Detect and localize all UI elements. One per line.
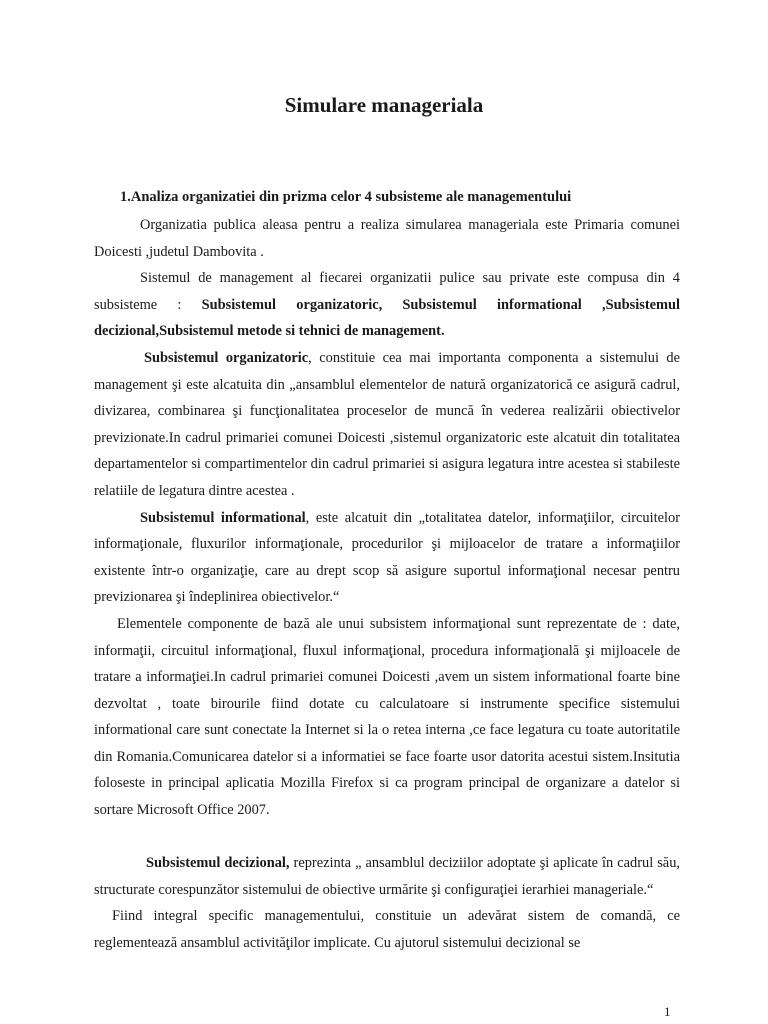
document-body: [94, 212, 680, 957]
organizational-subsystem-text: , constituie cea mai importanta componenta a sistemului de management şi este alcatuita din „ansamblul elementelor de natură organizatorică ce asigură cadrul, divizarea, combinarea şi funcţionalitatea proceselor de muncă în vederea realizării obiectivelor previzionate.In cadrul primariei comunei Doicesti ,sistemul organizatoric este alcatuit din totalitatea departamentelor si compartimentelor din cadrul primariei si asigura legatura intre acestea si stabileste relatiile de legatura dintre acestea .: [94, 349, 680, 499]
blank-line: [94, 824, 680, 851]
informational-subsystem-term: Subsistemul informational: [140, 509, 306, 526]
section-heading: 1.Analiza organizatiei din prizma celor 4 subsisteme ale managementului: [120, 189, 572, 205]
paragraph-management-system-text: Sistemul de management al fiecarei organizatii pulice sau private este compusa din 4 subsisteme :: [94, 270, 680, 313]
paragraph-organizational-subsystem: [94, 345, 680, 505]
page-number: 1: [664, 1004, 671, 1019]
paragraph-management-system-subsystems: Subsistemul organizatoric, Subsistemul informational ,Subsistemul decizional,Subsistemul metode si tehnici de management.: [94, 296, 680, 340]
decisional-subsystem-term: Subsistemul decizional,: [146, 855, 290, 872]
organizational-subsystem-term: Subsistemul organizatoric: [144, 349, 309, 366]
paragraph-informational-components: Elementele componente de bază ale unui subsistem informaţional sunt reprezentate de : date, informaţii, circuitul informaţional, fluxul informaţional, procedura informaţională şi mijloacele de tratare a informaţiei.In cadrul primariei comunei Doicesti ,avem un sistem informational foarte bine dezvoltat , toate birourile fiind dotate cu calculatoare si instrumente specifice sistemului informational care sunt conectate la Internet si la o retea interna ,ce face legatura cu toate autoritatile din Romania.Comunicarea datelor si a informatiei se face foarte usor datorita acestui sistem.Insitutia foloseste in principal aplicatia Mozilla Firefox si ca program principal de organizare a datelor si sortare Microsoft Office 2007.: [94, 615, 680, 819]
paragraph-management-system: [94, 265, 680, 345]
paragraph-informational-subsystem: [94, 505, 680, 611]
paragraph-decisional-subsystem: [94, 850, 680, 903]
paragraph-command-system: Fiind integral specific managementului, constituie un adevărat sistem de comandă, ce reglementează ansamblul activităţilor implicate. Cu ajutorul sistemului decizional se: [94, 908, 680, 952]
paragraph-organization: Organizatia publica aleasa pentru a realiza simularea manageriala este Primaria comunei Doicesti ,judetul Dambovita .: [94, 217, 680, 260]
document-title: Simulare manageriala: [284, 93, 484, 117]
informational-subsystem-text: , este alcatuit din „totalitatea datelor, informaţiilor, circuitelor informaţionale, fluxurilor informaţionale, procedurilor şi mijloacelor de tratare a informaţiilor existente într-o organizaţie, care au drept scop să asigure suportul informaţional necesar pentru previzionarea şi îndeplinirea obiectivelor.“: [94, 509, 680, 606]
decisional-subsystem-text: reprezinta „ ansamblul deciziilor adoptate şi aplicate în cadrul său, structurate corespunzător sistemului de obiective urmărite şi configuraţiei ierarhiei manageriale.“: [94, 855, 680, 898]
